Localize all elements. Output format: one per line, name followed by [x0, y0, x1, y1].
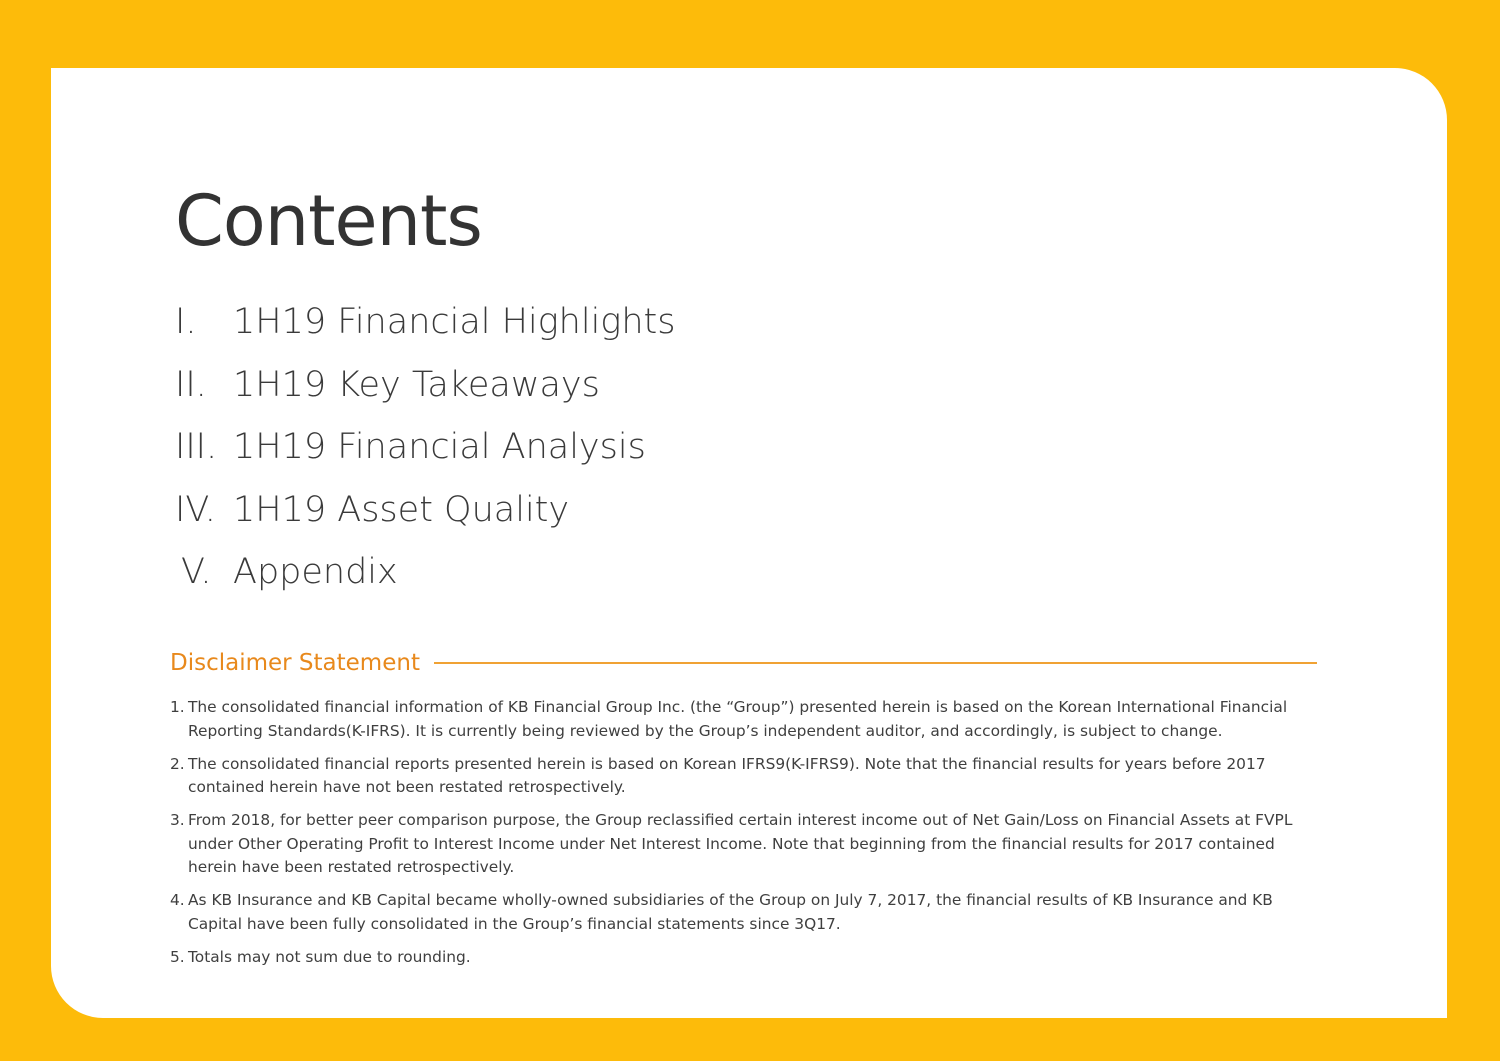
toc-item-2 [175, 365, 675, 428]
note-text: As KB Insurance and KB Capital became wholly-owned subsidiaries of the Group on July 7, 2017, the financial results of KB Insurance and KB Capital have been fully consolidated in the Group’s financial statements since 3Q17. [188, 891, 1273, 933]
content-card [51, 68, 1447, 1018]
toc-item-1 [175, 302, 675, 365]
note-number: 5. [170, 947, 185, 966]
toc-label: Appendix [233, 552, 398, 592]
note-number: 1. [170, 698, 185, 716]
divider [434, 662, 1317, 664]
toc-item-4 [175, 490, 675, 553]
toc-item-5 [175, 552, 675, 615]
toc-number: V. [181, 552, 212, 592]
toc-number: I. [175, 302, 197, 342]
disclaimer-title: Disclaimer Statement [170, 650, 420, 676]
disclaimer-note [170, 753, 1320, 800]
toc-label: 1H19 Financial Analysis [233, 427, 646, 467]
note-text: Totals may not sum due to rounding. [188, 947, 471, 966]
toc-item-3 [175, 427, 675, 490]
page-title: Contents [175, 180, 482, 262]
toc-number: IV. [175, 489, 216, 530]
note-number: 3. [170, 811, 185, 829]
note-text: The consolidated financial reports presented herein is based on Korean IFRS9(K-IFRS9). Note that the financial results for years before 2017 contained herein have not been restated retrospectively. [188, 754, 1266, 796]
toc-number: II. [175, 364, 207, 405]
toc-label: 1H19 Financial Highlights [233, 302, 676, 342]
note-number: 2. [170, 754, 185, 773]
toc-number: III. [175, 427, 218, 467]
note-number: 4. [170, 891, 185, 909]
disclaimer-note [170, 889, 1320, 936]
disclaimer-note [170, 809, 1320, 880]
disclaimer-header [170, 650, 1317, 676]
disclaimer-notes [170, 696, 1320, 979]
note-text: From 2018, for better peer comparison purpose, the Group reclassified certain interest income out of Net Gain/Loss on Financial Assets at FVPL under Other Operating Profit to Interest Income under Net Interest Income. Note that beginning from the financial results for 2017 contained herein have been restated retrospectively. [188, 811, 1293, 876]
note-text: The consolidated financial information of KB Financial Group Inc. (the “Group”) presented herein is based on the Korean International Financial Reporting Standards(K-IFRS). It is currently being reviewed by the Group’s independent auditor, and accordingly, is subject to change. [188, 698, 1288, 740]
table-of-contents [175, 302, 675, 615]
disclaimer-note [170, 696, 1320, 743]
toc-label: 1H19 Key Takeaways [233, 364, 600, 405]
disclaimer-note [170, 946, 1320, 970]
toc-label: 1H19 Asset Quality [233, 489, 570, 530]
